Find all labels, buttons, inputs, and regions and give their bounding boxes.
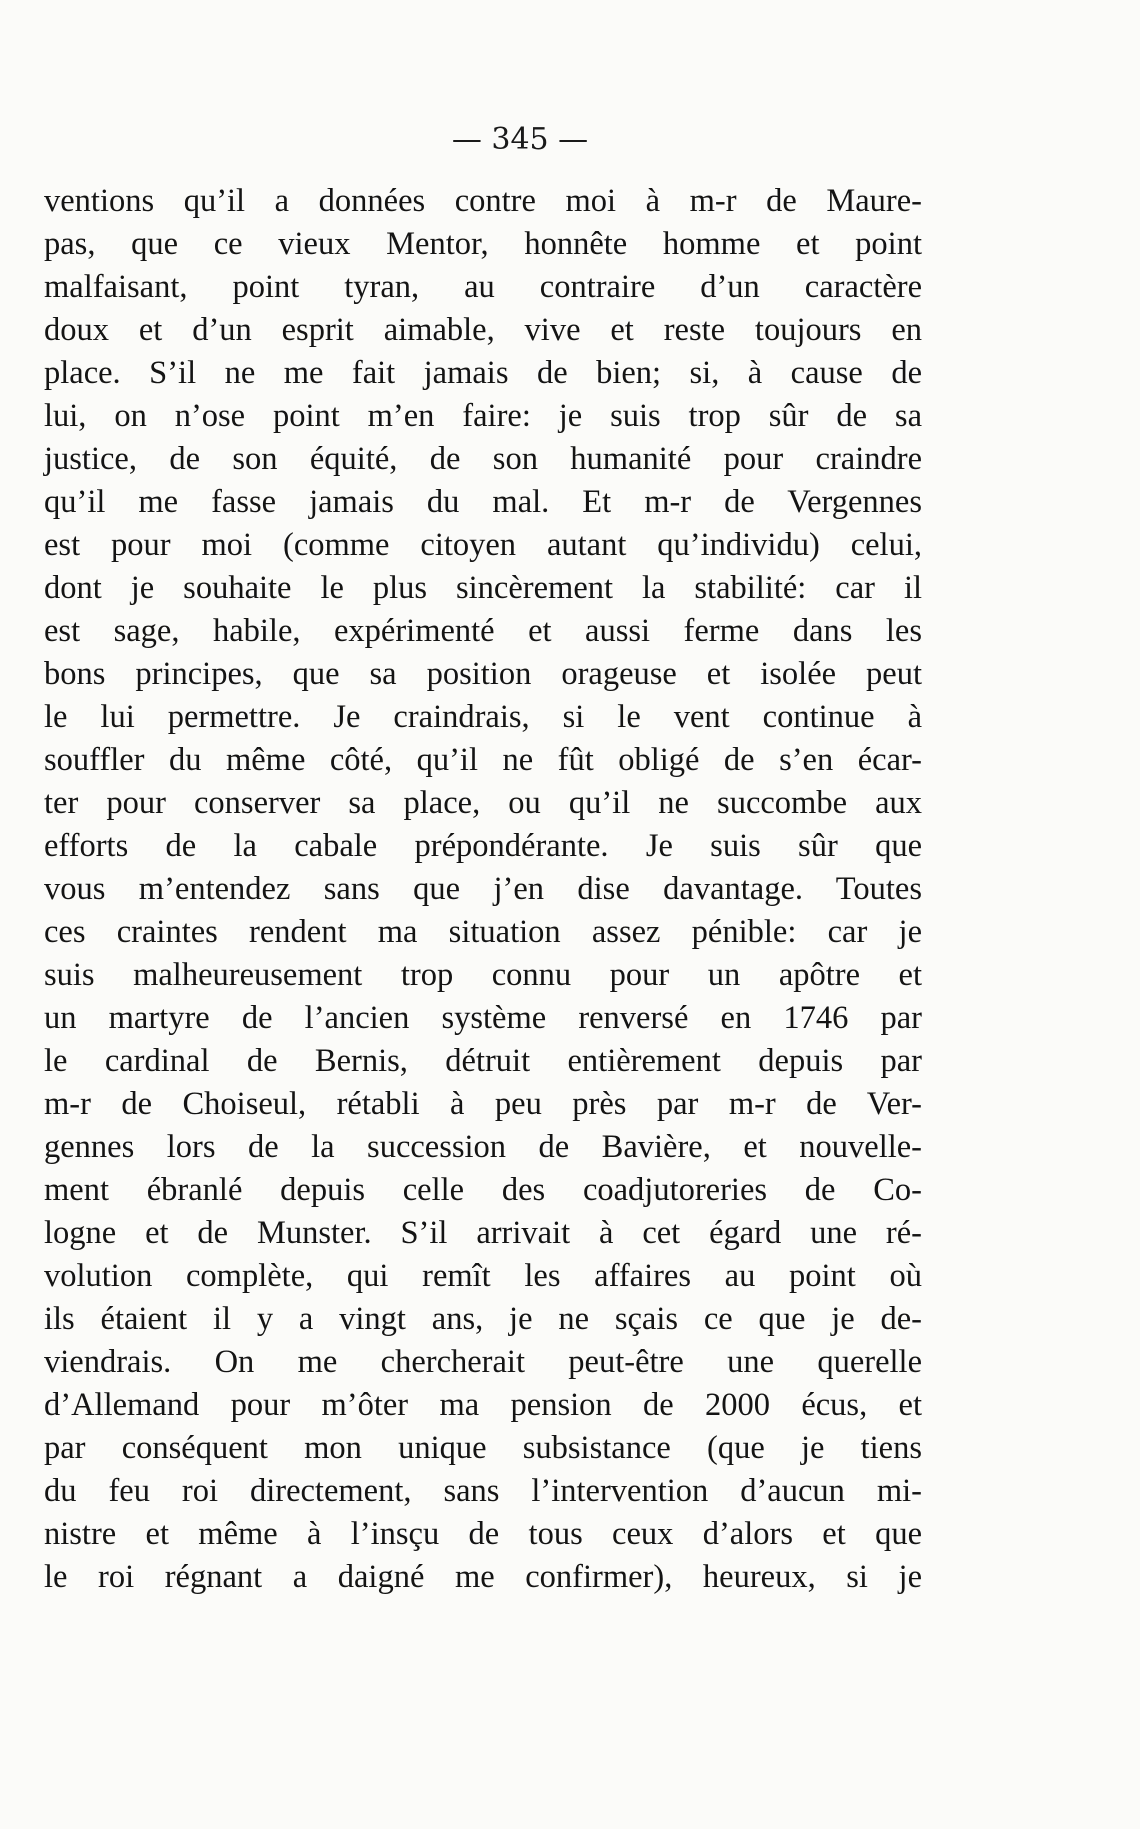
text-line: ces craintes rendent ma situation assez pénible: car je — [44, 914, 922, 950]
text-line: le lui permettre. Je craindrais, si le vent continue à — [44, 699, 922, 735]
page-number: — 345 — — [451, 122, 589, 157]
text-line: ils étaient il y a vingt ans, je ne sçais ce que je de- — [44, 1301, 922, 1337]
text-line: suis malheureusement trop connu pour un apôtre et — [44, 957, 922, 993]
text-line: nistre et même à l’insçu de tous ceux d’alors et que — [44, 1516, 922, 1552]
text-line: est sage, habile, expérimenté et aussi ferme dans les — [44, 613, 922, 649]
text-line: efforts de la cabale prépondérante. Je suis sûr que — [44, 828, 922, 864]
body-text — [44, 180, 922, 1599]
text-line: dont je souhaite le plus sincèrement la stabilité: car il — [44, 570, 922, 606]
text-line: justice, de son équité, de son humanité pour craindre — [44, 441, 922, 477]
text-line: gennes lors de la succession de Bavière, et nouvelle- — [44, 1129, 922, 1165]
text-line: est pour moi (comme citoyen autant qu’individu) celui, — [44, 527, 922, 563]
text-line: vous m’entendez sans que j’en dise davantage. Toutes — [44, 871, 922, 907]
text-line: place. S’il ne me fait jamais de bien; si, à cause de — [44, 355, 922, 391]
text-line: doux et d’un esprit aimable, vive et reste toujours en — [44, 312, 922, 348]
text-line: malfaisant, point tyran, au contraire d’un caractère — [44, 269, 922, 305]
text-line: d’Allemand pour m’ôter ma pension de 2000 écus, et — [44, 1387, 922, 1423]
text-line: le roi régnant a daigné me confirmer), heureux, si je — [44, 1559, 922, 1595]
text-line: ment ébranlé depuis celle des coadjutoreries de Co- — [44, 1172, 922, 1208]
text-line: pas, que ce vieux Mentor, honnête homme et point — [44, 226, 922, 262]
text-line: volution complète, qui remît les affaires au point où — [44, 1258, 922, 1294]
text-line: qu’il me fasse jamais du mal. Et m-r de Vergennes — [44, 484, 922, 520]
text-line: lui, on n’ose point m’en faire: je suis trop sûr de sa — [44, 398, 922, 434]
text-line: bons principes, que sa position orageuse et isolée peut — [44, 656, 922, 692]
text-line: ter pour conserver sa place, ou qu’il ne succombe aux — [44, 785, 922, 821]
text-line: le cardinal de Bernis, détruit entièrement depuis par — [44, 1043, 922, 1079]
text-line: du feu roi directement, sans l’intervention d’aucun mi- — [44, 1473, 922, 1509]
text-line: m-r de Choiseul, rétabli à peu près par m-r de Ver- — [44, 1086, 922, 1122]
text-line: par conséquent mon unique subsistance (que je tiens — [44, 1430, 922, 1466]
text-line: souffler du même côté, qu’il ne fût obligé de s’en écar- — [44, 742, 922, 778]
text-line: viendrais. On me chercherait peut-être une querelle — [44, 1344, 922, 1380]
text-line: ventions qu’il a données contre moi à m-r de Maure- — [44, 183, 922, 219]
text-line: logne et de Munster. S’il arrivait à cet égard une ré- — [44, 1215, 922, 1251]
text-line: un martyre de l’ancien système renversé en 1746 par — [44, 1000, 922, 1036]
